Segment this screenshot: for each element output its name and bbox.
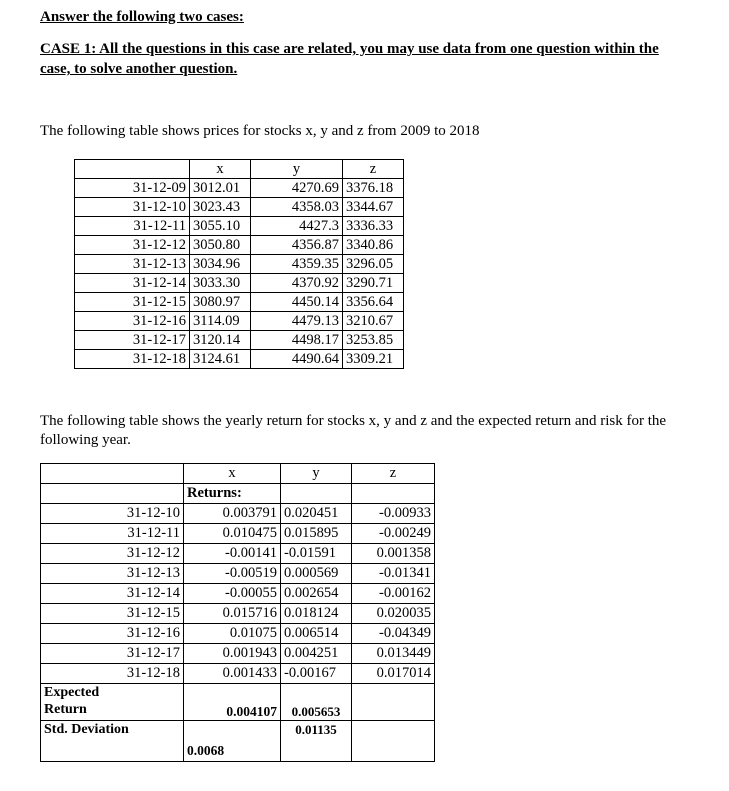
header-cell-z: z	[343, 160, 404, 179]
z-cell: 3309.21	[343, 350, 404, 369]
label-cell-empty	[41, 484, 184, 504]
x-return-cell: 0.001943	[184, 644, 281, 664]
main-heading: Answer the following two cases:	[40, 9, 244, 25]
y-return-cell: -0.01591	[281, 544, 352, 564]
prices-header-row	[75, 160, 404, 179]
y-cell: 4370.92	[251, 274, 343, 293]
x-cell: 3050.80	[190, 236, 251, 255]
date-cell: 31-12-13	[75, 255, 190, 274]
date-cell: 31-12-17	[75, 331, 190, 350]
std-deviation-x: 0.0068	[184, 721, 281, 762]
y-return-cell: 0.018124	[281, 604, 352, 624]
header-cell-y: y	[251, 160, 343, 179]
x-cell: 3120.14	[190, 331, 251, 350]
expected-return-x: 0.004107	[184, 684, 281, 721]
y-return-cell: 0.020451	[281, 504, 352, 524]
expected-return-z-empty	[352, 684, 435, 721]
z-return-cell: 0.001358	[352, 544, 435, 564]
x-return-cell: 0.003791	[184, 504, 281, 524]
y-return-cell: 0.006514	[281, 624, 352, 644]
z-cell: 3340.86	[343, 236, 404, 255]
returns-intro: The following table shows the yearly return for stocks x, y and z and the expected return and risk for the following year.	[40, 413, 667, 448]
y-cell: 4270.69	[251, 179, 343, 198]
returns-label: Returns:	[184, 484, 281, 504]
label-cell-empty	[281, 484, 352, 504]
date-cell: 31-12-16	[75, 312, 190, 331]
z-return-cell: -0.00162	[352, 584, 435, 604]
date-cell: 31-12-14	[41, 584, 184, 604]
z-return-cell: 0.017014	[352, 664, 435, 684]
y-cell: 4356.87	[251, 236, 343, 255]
y-cell: 4498.17	[251, 331, 343, 350]
y-cell: 4490.64	[251, 350, 343, 369]
y-cell: 4479.13	[251, 312, 343, 331]
std-deviation-y: 0.01135	[281, 721, 352, 762]
x-cell: 3080.97	[190, 293, 251, 312]
x-cell: 3034.96	[190, 255, 251, 274]
x-return-cell: 0.001433	[184, 664, 281, 684]
header-cell-x: x	[190, 160, 251, 179]
date-cell: 31-12-15	[75, 293, 190, 312]
std-deviation-row	[41, 721, 435, 762]
x-cell: 3055.10	[190, 217, 251, 236]
std-deviation-z-empty	[352, 721, 435, 762]
table-row	[75, 236, 404, 255]
z-cell: 3290.71	[343, 274, 404, 293]
table-row	[41, 504, 435, 524]
table-row	[75, 255, 404, 274]
z-cell: 3344.67	[343, 198, 404, 217]
case1-heading: CASE 1: All the questions in this case are related, you may use data from one question within the case, to solve another question.	[40, 41, 659, 77]
header-cell-empty	[41, 464, 184, 484]
x-cell: 3023.43	[190, 198, 251, 217]
x-cell: 3012.01	[190, 179, 251, 198]
header-cell-x: x	[184, 464, 281, 484]
x-return-cell: 0.015716	[184, 604, 281, 624]
date-cell: 31-12-17	[41, 644, 184, 664]
expected-label-line1: Expected	[44, 685, 100, 700]
y-cell: 4427.3	[251, 217, 343, 236]
y-cell: 4359.35	[251, 255, 343, 274]
x-return-cell: -0.00141	[184, 544, 281, 564]
y-cell: 4450.14	[251, 293, 343, 312]
table-row	[75, 274, 404, 293]
date-cell: 31-12-14	[75, 274, 190, 293]
z-return-cell: -0.04349	[352, 624, 435, 644]
date-cell: 31-12-11	[41, 524, 184, 544]
date-cell: 31-12-12	[41, 544, 184, 564]
y-return-cell: 0.000569	[281, 564, 352, 584]
table-row	[41, 544, 435, 564]
std-deviation-label: Std. Deviation	[41, 721, 184, 762]
expected-label-line2: Return	[44, 702, 87, 717]
table-row	[41, 644, 435, 664]
date-cell: 31-12-15	[41, 604, 184, 624]
z-return-cell: -0.01341	[352, 564, 435, 584]
table-row	[75, 179, 404, 198]
z-cell: 3376.18	[343, 179, 404, 198]
z-return-cell: 0.013449	[352, 644, 435, 664]
date-cell: 31-12-16	[41, 624, 184, 644]
date-cell: 31-12-09	[75, 179, 190, 198]
label-cell-empty	[352, 484, 435, 504]
x-return-cell: 0.010475	[184, 524, 281, 544]
date-cell: 31-12-12	[75, 236, 190, 255]
z-cell: 3356.64	[343, 293, 404, 312]
x-return-cell: -0.00055	[184, 584, 281, 604]
table-row	[75, 293, 404, 312]
prices-intro: The following table shows prices for stocks x, y and z from 2009 to 2018	[40, 123, 480, 139]
returns-header-row	[41, 464, 435, 484]
date-cell: 31-12-10	[41, 504, 184, 524]
expected-return-row	[41, 684, 435, 721]
table-row	[41, 584, 435, 604]
date-cell: 31-12-18	[41, 664, 184, 684]
z-return-cell: 0.020035	[352, 604, 435, 624]
date-cell: 31-12-13	[41, 564, 184, 584]
z-return-cell: -0.00249	[352, 524, 435, 544]
date-cell: 31-12-10	[75, 198, 190, 217]
table-row	[75, 350, 404, 369]
header-cell-empty	[75, 160, 190, 179]
table-row	[41, 564, 435, 584]
table-row	[75, 198, 404, 217]
prices-table	[74, 159, 404, 369]
table-row	[75, 312, 404, 331]
z-return-cell: -0.00933	[352, 504, 435, 524]
x-cell: 3114.09	[190, 312, 251, 331]
header-cell-y: y	[281, 464, 352, 484]
table-row	[41, 524, 435, 544]
y-return-cell: 0.015895	[281, 524, 352, 544]
table-row	[41, 664, 435, 684]
x-cell: 3033.30	[190, 274, 251, 293]
y-return-cell: -0.00167	[281, 664, 352, 684]
table-row	[41, 604, 435, 624]
y-return-cell: 0.004251	[281, 644, 352, 664]
expected-return-y: 0.005653	[281, 684, 352, 721]
table-row	[75, 217, 404, 236]
date-cell: 31-12-18	[75, 350, 190, 369]
z-cell: 3210.67	[343, 312, 404, 331]
z-cell: 3336.33	[343, 217, 404, 236]
y-return-cell: 0.002654	[281, 584, 352, 604]
header-cell-z: z	[352, 464, 435, 484]
expected-return-label	[41, 684, 184, 721]
y-cell: 4358.03	[251, 198, 343, 217]
returns-table	[40, 463, 435, 762]
x-return-cell: -0.00519	[184, 564, 281, 584]
z-cell: 3296.05	[343, 255, 404, 274]
returns-label-row	[41, 484, 435, 504]
table-row	[75, 331, 404, 350]
table-row	[41, 624, 435, 644]
date-cell: 31-12-11	[75, 217, 190, 236]
x-return-cell: 0.01075	[184, 624, 281, 644]
z-cell: 3253.85	[343, 331, 404, 350]
x-cell: 3124.61	[190, 350, 251, 369]
